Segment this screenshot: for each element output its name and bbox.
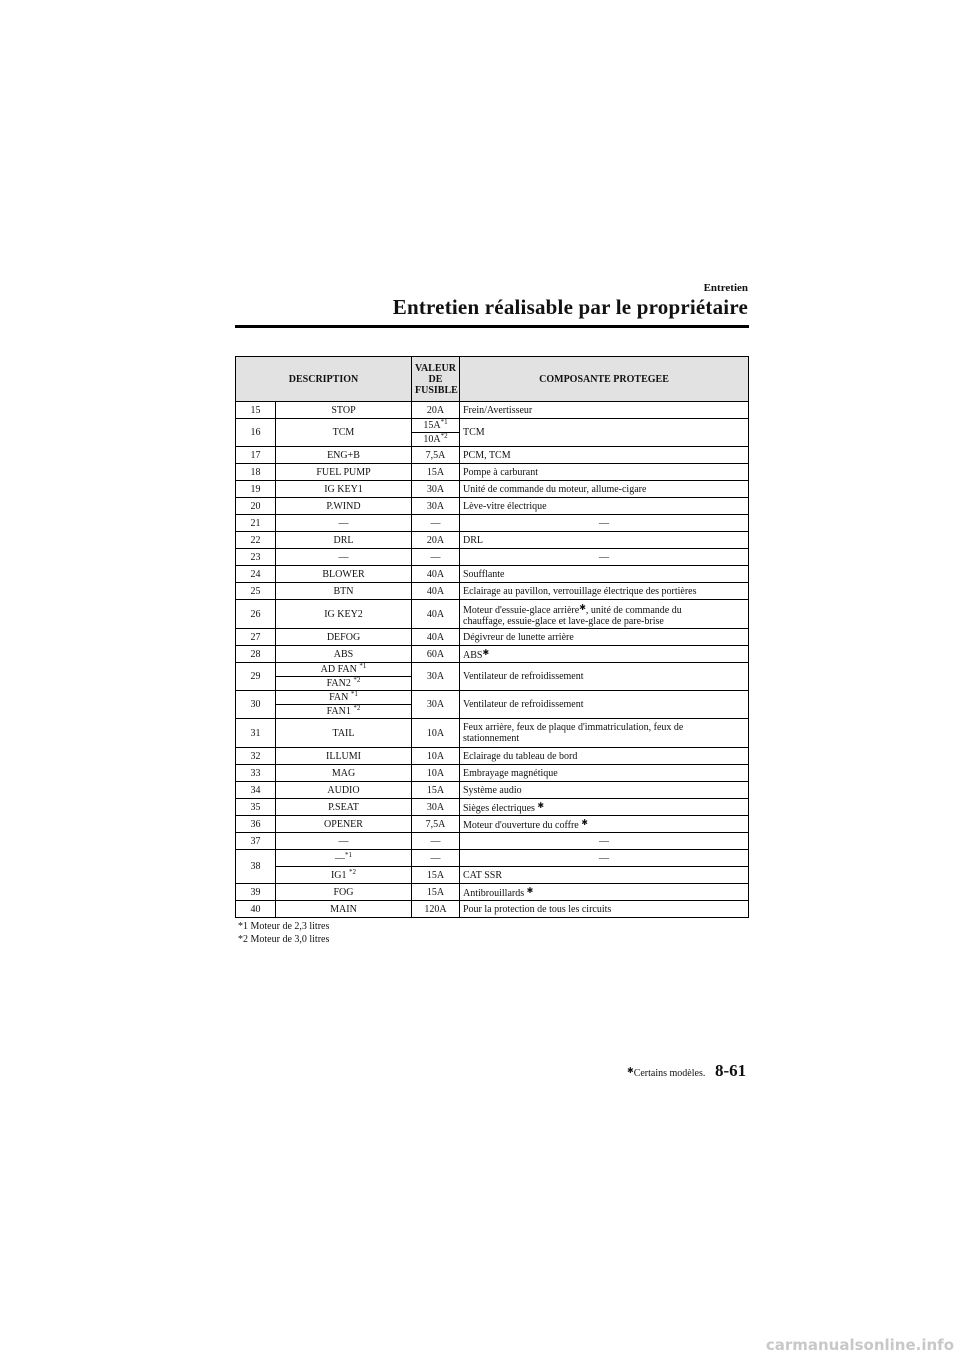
fuse-value: 15A [412,464,460,481]
fuse-component: Ventilateur de refroidissement [460,691,749,719]
fuse-component [460,884,749,901]
fuse-component: Pompe à carburant [460,464,749,481]
footnote-mark: *1 [345,850,352,859]
fuse-component: — [460,850,749,867]
fuse-component: Unité de commande du moteur, allume-cigare [460,481,749,498]
fuse-description [276,867,412,884]
table-row [236,867,749,884]
header-divider [235,325,749,328]
fuse-number: 28 [236,646,276,663]
component-text: , unité de commande du [585,604,682,616]
fuse-description: DEFOG [276,629,412,646]
fuse-number: 24 [236,566,276,583]
fuse-description: DRL [276,532,412,549]
fuse-number: 17 [236,447,276,464]
component-text: chauffage, essuie-glace et lave-glace de pare-brise [463,615,664,627]
fuse-description [276,705,412,719]
fuse-description-text: FAN2 [326,678,351,689]
fuse-component [460,719,749,748]
asterisk-icon: ✱ [537,801,545,810]
footnote-1: *1 Moteur de 2,3 litres [238,921,330,932]
fuse-description-text: AD FAN [320,664,357,675]
fuse-description: FUEL PUMP [276,464,412,481]
fuse-number: 29 [236,663,276,691]
component-text: Moteur d'ouverture du coffre [463,820,579,831]
component-text: Antibrouillards [463,888,525,899]
fuse-description: STOP [276,402,412,419]
footnote-mark: *2 [353,676,361,684]
fuse-value: — [412,850,460,867]
page-number: 8-61 [715,1061,747,1080]
fuse-description: ABS [276,646,412,663]
footnote-mark: *1 [359,662,367,670]
fuse-value: 30A [412,481,460,498]
table-row [236,402,749,419]
fuse-component: — [460,515,749,532]
fuse-number: 27 [236,629,276,646]
fuse-description: — [276,515,412,532]
fuse-description [276,850,412,867]
fuse-description-text: — [335,852,345,864]
fuse-value: — [412,833,460,850]
fuse-component: DRL [460,532,749,549]
fuse-number: 36 [236,816,276,833]
table-row [236,566,749,583]
fuse-component: CAT SSR [460,867,749,884]
fuse-number: 34 [236,782,276,799]
fuse-description [276,663,412,677]
fuse-number: 20 [236,498,276,515]
table-row [236,799,749,816]
fuse-description: IG KEY1 [276,481,412,498]
fuse-description: IG KEY2 [276,600,412,629]
fuse-description: P.SEAT [276,799,412,816]
fuse-description: ENG+B [276,447,412,464]
fuse-description: TCM [276,419,412,447]
fuse-value: 40A [412,629,460,646]
fuse-number: 32 [236,748,276,765]
header-component: COMPOSANTE PROTEGEE [460,357,749,402]
watermark: carmanualsonline.info [765,1336,954,1354]
table-row [236,901,749,918]
table-row [236,447,749,464]
fuse-value [412,419,460,433]
fuse-number: 19 [236,481,276,498]
section-title: Entretien [703,282,748,294]
fuse-number: 38 [236,850,276,884]
header-value-line1: VALEUR [415,362,456,374]
fuse-value: 40A [412,583,460,600]
table-row [236,464,749,481]
footnote-mark: *2 [353,704,361,712]
fuse-value [412,433,460,447]
fuse-value-text: 15A [423,420,441,431]
fuse-description-text: IG1 [330,869,347,881]
fuse-number: 21 [236,515,276,532]
footnote-mark: *2 [349,867,357,876]
fuse-description: TAIL [276,719,412,748]
fuse-number: 22 [236,532,276,549]
fuse-value: 40A [412,566,460,583]
table-row [236,600,749,629]
header-value-line2: DE [428,373,443,385]
fuse-description: BLOWER [276,566,412,583]
footnote-mark: *1 [440,418,448,426]
fuse-description: BTN [276,583,412,600]
fuse-component: Eclairage au pavillon, verrouillage électrique des portières [460,583,749,600]
table-header-row [236,357,749,402]
fuse-component: Pour la protection de tous les circuits [460,901,749,918]
asterisk-icon: ✱ [579,602,586,612]
table-row [236,515,749,532]
table-row [236,833,749,850]
fuse-description: — [276,833,412,850]
table-row [236,691,749,705]
fuse-number: 26 [236,600,276,629]
table-row [236,498,749,515]
fuse-component [460,646,749,663]
asterisk-icon: ✱ [627,1066,634,1075]
fuse-value: 7,5A [412,447,460,464]
fuse-value: 40A [412,600,460,629]
table-row [236,481,749,498]
fuse-value-text: 10A [423,434,441,445]
fuse-description: ILLUMI [276,748,412,765]
fuse-value: 20A [412,532,460,549]
fuse-component [460,600,749,629]
fuse-value: 30A [412,498,460,515]
fuse-component: Lève-vitre électrique [460,498,749,515]
fuse-number: 30 [236,691,276,719]
footer-note [627,1066,705,1079]
footnote-2: *2 Moteur de 3,0 litres [238,934,330,945]
table-row [236,884,749,901]
component-text: Feux arrière, feux de plaque d'immatriculation, feux de [463,722,684,733]
table-row [236,663,749,677]
asterisk-icon: ✱ [482,648,490,657]
fuse-description: MAG [276,765,412,782]
fuse-number: 15 [236,402,276,419]
fuse-value: 120A [412,901,460,918]
fuse-component: Dégivreur de lunette arrière [460,629,749,646]
table-row [236,419,749,433]
table-row [236,816,749,833]
asterisk-icon: ✱ [581,818,588,827]
fuse-description [276,691,412,705]
fuse-number: 25 [236,583,276,600]
fuse-description: OPENER [276,816,412,833]
fuse-description: — [276,549,412,566]
fuse-number: 39 [236,884,276,901]
fuse-component [460,816,749,833]
fuse-value: 7,5A [412,816,460,833]
fuse-description-text: FAN1 [326,706,351,717]
fuse-number: 23 [236,549,276,566]
fuse-component: Frein/Avertisseur [460,402,749,419]
fuse-description: P.WIND [276,498,412,515]
header-value [412,357,460,402]
fuse-component [460,799,749,816]
table-row [236,629,749,646]
fuse-component: TCM [460,419,749,447]
table-row [236,549,749,566]
fuse-value: 10A [412,719,460,748]
footnotes [238,920,329,946]
fuse-value: 30A [412,691,460,719]
table-row [236,748,749,765]
fuse-value: 60A [412,646,460,663]
fuse-value: 10A [412,765,460,782]
fuse-value: — [412,515,460,532]
fuse-value: 15A [412,782,460,799]
table-row [236,583,749,600]
table-row [236,719,749,748]
fuse-description: MAIN [276,901,412,918]
fuse-component: Ventilateur de refroidissement [460,663,749,691]
fuse-description [276,677,412,691]
page-title: Entretien réalisable par le propriétaire [392,295,748,319]
header-value-line3: FUSIBLE [415,384,458,396]
component-text: Sièges électriques [463,803,535,814]
fuse-component: PCM, TCM [460,447,749,464]
fuse-value: 15A [412,867,460,884]
fuse-value: 15A [412,884,460,901]
fuse-description: FOG [276,884,412,901]
fuse-component: Soufflante [460,566,749,583]
fuse-value: 10A [412,748,460,765]
fuse-component: Système audio [460,782,749,799]
fuse-component: — [460,833,749,850]
component-text: ABS [463,650,483,661]
fuse-value: 30A [412,663,460,691]
footnote-mark: *1 [350,690,358,698]
fuse-value: 20A [412,402,460,419]
fuse-value: 30A [412,799,460,816]
component-text: stationnement [463,733,520,744]
component-text: Moteur d'essuie-glace arrière [463,604,580,616]
table-row [236,765,749,782]
fuse-number: 31 [236,719,276,748]
fuse-component: Embrayage magnétique [460,765,749,782]
fuse-number: 33 [236,765,276,782]
table-row [236,646,749,663]
footer-models-text: Certains modèles. [633,1068,706,1079]
fuse-number: 35 [236,799,276,816]
fuse-description-text: FAN [329,692,349,703]
fuse-number: 16 [236,419,276,447]
fuse-component: Eclairage du tableau de bord [460,748,749,765]
fuse-value: — [412,549,460,566]
footnote-mark: *2 [440,432,448,440]
table-row [236,782,749,799]
fuse-table [235,356,749,918]
fuse-number: 18 [236,464,276,481]
fuse-number: 40 [236,901,276,918]
asterisk-icon: ✱ [526,886,534,895]
table-row [236,532,749,549]
table-row [236,850,749,867]
header-description: DESCRIPTION [236,357,412,402]
fuse-number: 37 [236,833,276,850]
fuse-description: AUDIO [276,782,412,799]
fuse-component: — [460,549,749,566]
